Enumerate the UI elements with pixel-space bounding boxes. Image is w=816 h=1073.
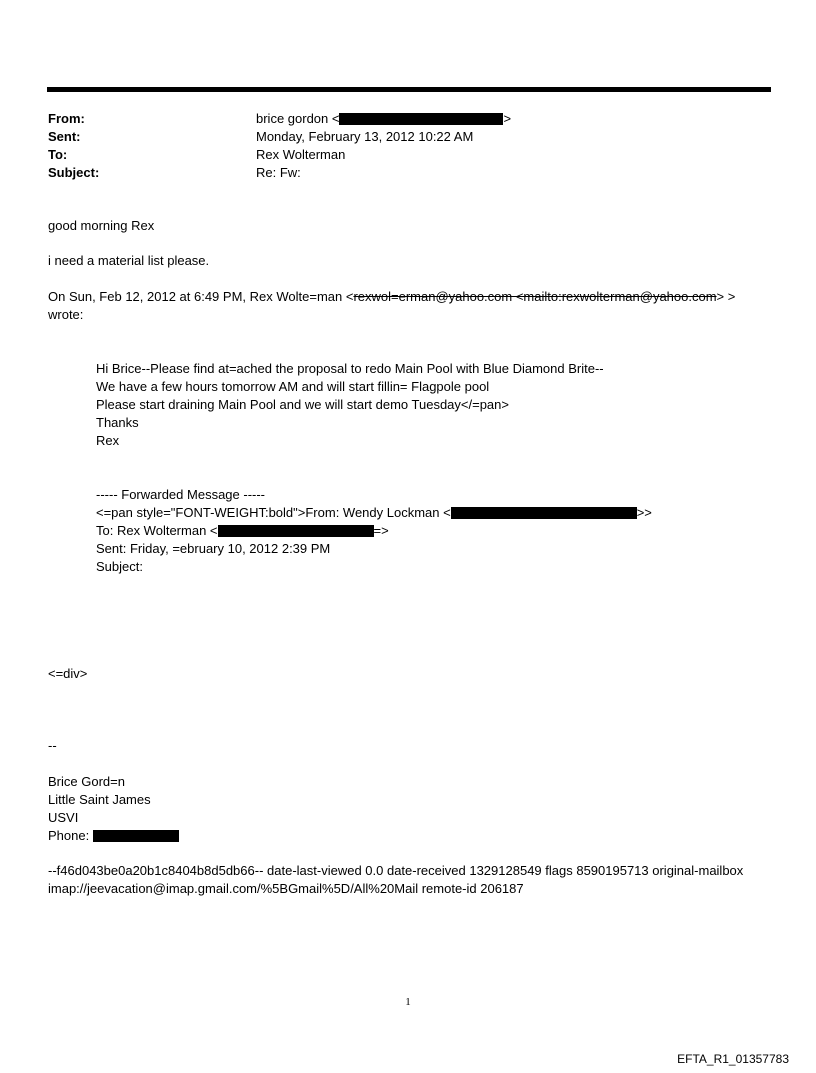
fwd-to-end: => [373,523,389,538]
signature-separator: -- [48,738,57,753]
redaction-from-email [339,113,503,125]
fwd-from-end: >> [636,505,652,520]
fwd-to-text: To: Rex Wolterman < [96,523,218,538]
fwd-sent-line: Sent: Friday, =ebruary 10, 2012 2:39 PM [96,541,331,556]
quote-intro-start: On Sun, Feb 12, 2012 at 6:49 PM, Rex Wolte=man < [48,289,354,304]
quoted-line: Thanks [96,415,139,430]
to-value: Rex Wolterman [256,147,346,162]
forwarded-header: ----- Forwarded Message ----- [96,487,266,502]
fwd-from-line [96,504,652,522]
footer-metadata-line: --f46d043be0a20b1c8404b8d5db66-- date-last-viewed 0.0 date-received 1329128549 flags 8590195713 original-mailbox [48,863,744,878]
phone-label: Phone: [48,828,93,843]
to-label: To: [48,147,68,162]
fwd-to-line [96,522,389,540]
subject-value: Re: Fw: [256,165,301,180]
greeting-text: good morning Rex [48,218,155,233]
subject-label: Subject: [48,165,100,180]
document-id: EFTA_R1_01357783 [677,1052,789,1066]
from-name: brice gordon < [256,111,340,126]
signature-phone [48,827,179,845]
fwd-subject-line: Subject: [96,559,143,574]
quote-intro-wrote: wrote: [48,307,84,322]
quoted-line: Hi Brice--Please find at=ached the proposal to redo Main Pool with Blue Diamond Brite-- [96,361,604,376]
sent-value: Monday, February 13, 2012 10:22 AM [256,129,474,144]
fwd-from-text: <=pan style="FONT-WEIGHT:bold">From: Wendy Lockman < [96,505,451,520]
div-tag-text: <=div> [48,666,88,681]
quote-intro [48,288,735,306]
header-rule [47,87,771,92]
quoted-line: Rex [96,433,120,448]
quoted-line: We have a few hours tomorrow AM and will start fillin= Flagpole pool [96,379,490,394]
from-value [256,110,511,128]
redaction-fwd-to [218,525,374,537]
request-text: i need a material list please. [48,253,210,268]
redaction-phone [93,830,179,842]
sent-label: Sent: [48,129,81,144]
quote-intro-end: > > [716,289,736,304]
quoted-line: Please start draining Main Pool and we will start demo Tuesday</=pan> [96,397,509,412]
signature-country: USVI [48,810,79,825]
quote-intro-email: rexwol=erman@yahoo.com <mailto:rexwolterman@yahoo.com [353,289,717,304]
from-label: From: [48,111,85,126]
footer-metadata-line: imap://jeevacation@imap.gmail.com/%5BGmail%5D/All%20Mail remote-id 206187 [48,881,524,896]
signature-place: Little Saint James [48,792,151,807]
signature-name: Brice Gord=n [48,774,125,789]
page-number: 1 [405,996,411,1008]
from-close: > [503,111,512,126]
redaction-fwd-from [451,507,637,519]
